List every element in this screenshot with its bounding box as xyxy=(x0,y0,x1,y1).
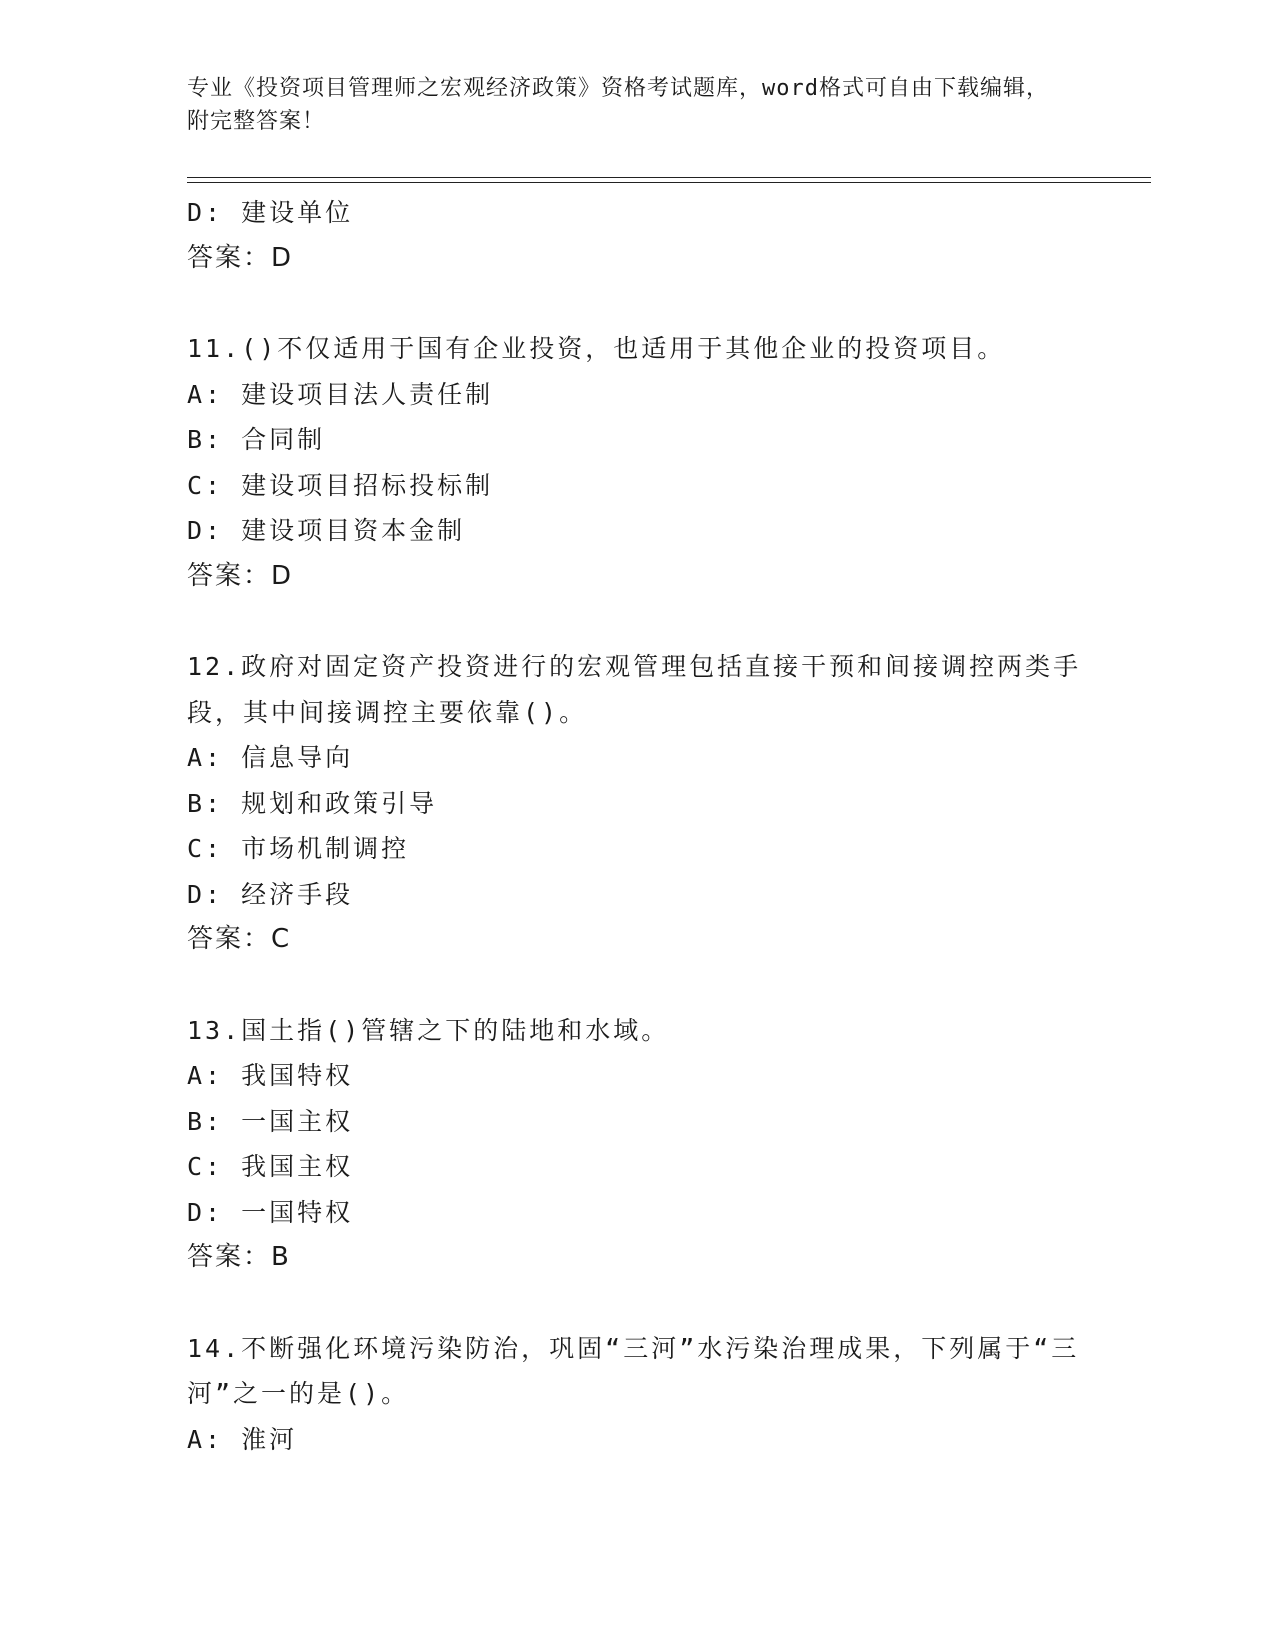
header-divider-top xyxy=(187,177,1151,178)
option-d: D: 经济手段 xyxy=(187,879,354,909)
option-a: A: 我国特权 xyxy=(187,1061,354,1090)
answer-label: 答案：D xyxy=(187,242,294,273)
question-12 xyxy=(187,644,1087,963)
answer-label: 答案：C xyxy=(187,924,292,954)
option-b: B: 规划和政策引导 xyxy=(187,788,438,818)
option-c: C: 市场机制调控 xyxy=(187,834,410,863)
question-list xyxy=(187,190,1087,1462)
carryover-question xyxy=(187,190,1087,281)
option-d: D: 建设单位 xyxy=(187,198,354,227)
option-c: C: 我国主权 xyxy=(187,1152,354,1181)
question-13 xyxy=(187,1008,1087,1281)
question-stem: 11.()不仅适用于国有企业投资，也适用于其他企业的投资项目。 xyxy=(187,334,1006,363)
question-11 xyxy=(187,326,1087,599)
question-stem: 14.不断强化环境污染防治，巩固“三河”水污染治理成果，下列属于“三河”之一的是()。 xyxy=(187,1333,1080,1408)
option-d: D: 建设项目资本金制 xyxy=(187,516,466,545)
document-header: 专业《投资项目管理师之宏观经济政策》资格考试题库，word格式可自由下载编辑，附完整答案！ xyxy=(187,76,1049,134)
question-stem: 13.国土指()管辖之下的陆地和水域。 xyxy=(187,1015,670,1045)
option-a: A: 信息导向 xyxy=(187,743,354,772)
option-b: B: 合同制 xyxy=(187,425,326,454)
option-d: D: 一国特权 xyxy=(187,1197,354,1227)
option-a: A: 淮河 xyxy=(187,1424,298,1454)
question-14 xyxy=(187,1326,1087,1463)
answer-label: 答案：D xyxy=(187,560,294,591)
question-stem: 12.政府对固定资产投资进行的宏观管理包括直接干预和间接调控两类手段，其中间接调控主要依靠()。 xyxy=(187,652,1082,727)
option-a: A: 建设项目法人责任制 xyxy=(187,379,494,409)
header-divider-bottom xyxy=(187,182,1151,183)
option-b: B: 一国主权 xyxy=(187,1106,354,1136)
option-c: C: 建设项目招标投标制 xyxy=(187,470,494,500)
answer-label: 答案：B xyxy=(187,1242,291,1272)
